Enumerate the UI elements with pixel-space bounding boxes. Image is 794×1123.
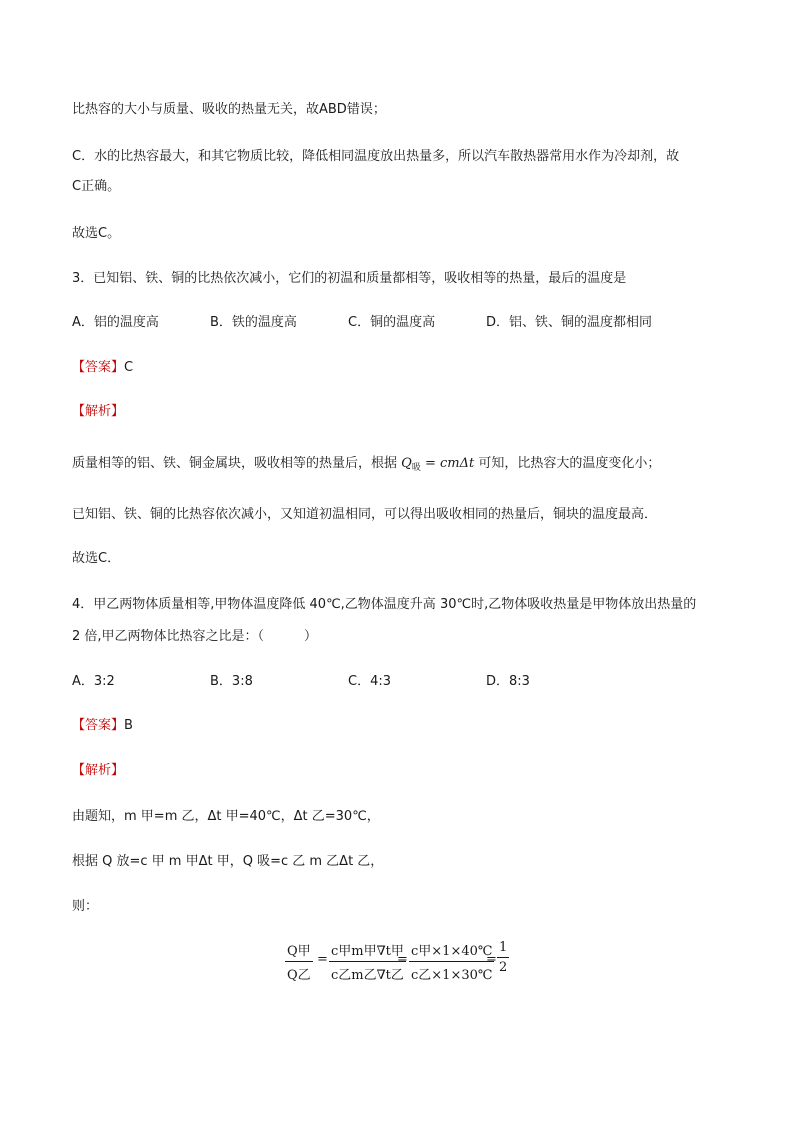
equals-sign: = <box>397 952 408 967</box>
q3-analysis-line-3: 故选C． <box>72 551 121 566</box>
denominator: c乙×1×30℃ <box>411 968 493 983</box>
q4-analysis-line-2: 根据 Q 放=c 甲 m 甲Δt 甲，Q 吸=c 乙 m 乙Δt 乙， <box>72 854 384 869</box>
q3-analysis-tag <box>72 403 124 421</box>
q3-answer <box>72 359 133 377</box>
answer-tag: 【答案】 <box>72 360 125 375</box>
analysis-text: 质量相等的铝、铁、铜金属块，吸收相等的热量后，根据 <box>72 456 398 471</box>
q4-option-c: C．4:3 <box>348 674 391 689</box>
ratio-formula <box>285 940 525 990</box>
text-line: 故选C。 <box>72 226 121 241</box>
analysis-tag: 【解析】 <box>72 404 125 419</box>
question-text: 2 倍,甲乙两物体比热容之比是：（ <box>72 629 265 644</box>
analysis-tag: 【解析】 <box>72 763 125 778</box>
q3-analysis-line-2: 已知铝、铁、铜的比热容依次减小，又知道初温相同，可以得出吸收相同的热量后，铜块的温度最高． <box>72 507 658 522</box>
denominator: 2 <box>499 960 508 975</box>
denominator: c乙m乙∇t乙 <box>331 968 404 983</box>
q4-option-b: B．3:8 <box>210 674 253 689</box>
numerator: Q甲 <box>285 940 313 962</box>
numerator: c甲×1×40℃ <box>409 940 494 962</box>
q3-option-d: D．铝、铁、铜的温度都相同 <box>486 315 653 330</box>
fraction <box>285 940 313 983</box>
q4-option-a: A．3:2 <box>72 674 115 689</box>
text-line: C正确。 <box>72 179 121 194</box>
fraction <box>497 940 509 975</box>
answer-tag: 【答案】 <box>72 718 125 733</box>
answer-value: C <box>124 360 134 375</box>
text-line: C．水的比热容最大，和其它物质比较，降低相同温度放出热量多，所以汽车散热器常用水作为冷却剂，故 <box>72 149 680 164</box>
question-4-line-1: 4．甲乙两物体质量相等,甲物体温度降低 40℃,乙物体温度升高 30℃时,乙物体吸收热量是甲物体放出热量的 <box>72 597 697 612</box>
equals-sign: = <box>317 952 328 967</box>
fraction <box>409 940 494 983</box>
fraction <box>329 940 406 983</box>
answer-value: B <box>124 718 133 733</box>
formula-sub: 吸 <box>411 463 421 473</box>
formula-q: Q <box>401 456 412 471</box>
analysis-text: 可知，比热容大的温度变化小； <box>474 456 661 471</box>
q3-option-a: A．铝的温度高 <box>72 315 159 330</box>
q4-analysis-line-1: 由题知，m 甲=m 乙，Δt 甲=40℃，Δt 乙=30℃， <box>72 809 380 824</box>
q4-analysis-line-3: 则： <box>72 899 99 914</box>
denominator: Q乙 <box>287 968 311 983</box>
numerator: c甲m甲∇t甲 <box>329 940 406 962</box>
text-line: 比热容的大小与质量、吸收的热量无关，故ABD错误； <box>72 102 386 117</box>
numerator: 1 <box>497 940 509 958</box>
q4-analysis-tag <box>72 762 124 780</box>
question-4-line-2 <box>72 628 317 646</box>
question-3: 3．已知铝、铁、铜的比热依次减小，它们的初温和质量都相等，吸收相等的热量，最后的温度是 <box>72 271 627 286</box>
q3-option-b: B．铁的温度高 <box>210 315 297 330</box>
q4-option-d: D．8:3 <box>486 674 530 689</box>
q4-answer <box>72 717 133 735</box>
q3-analysis-line-1 <box>72 455 660 477</box>
equals-sign: = <box>486 952 497 967</box>
question-text: ） <box>304 629 318 644</box>
formula-rhs: = cmΔt <box>420 456 475 471</box>
q3-option-c: C．铜的温度高 <box>348 315 436 330</box>
